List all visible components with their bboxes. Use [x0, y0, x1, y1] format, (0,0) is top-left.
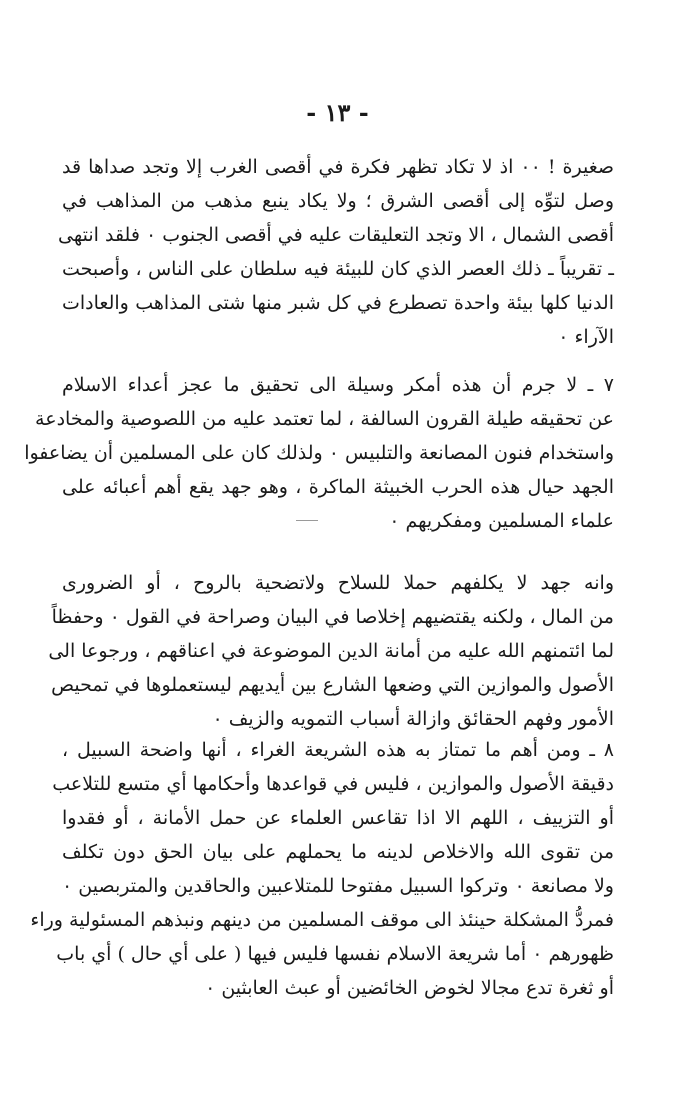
text-line: عن تحقيقه طيلة القرون السالفة ، لما تعتمد عليه من اللصوصية والمخادعة: [35, 408, 614, 430]
text-line: أو ثغرة تدع مجالا لخوض الخائضين أو عبث العابثين ٠: [205, 977, 614, 999]
text-line: الأصول والموازين التي وضعها الشارع بين أيديهم ليستعملوها في تمحيص: [51, 674, 614, 696]
ink-mark: [296, 520, 318, 521]
text-line: ـ تقريباً ـ ذلك العصر الذي كان للبيئة فيه سلطان على الناس ، وأصبحت: [62, 258, 614, 280]
text-line: ٧ ـ لا جرم أن هذه أمكر وسيلة الى تحقيق ما عجز أعداء الاسلام: [62, 374, 614, 396]
text-line: من تقوى الله والاخلاص لدينه ما يحملهم على بيان الحق دون تكلف: [62, 841, 614, 863]
text-line: من المال ، ولكنه يقتضيهم إخلاصا في البيان وصراحة في القول ٠ وحفظاً: [51, 606, 614, 628]
text-line: الدنيا كلها بيئة واحدة تصطرع في كل شبر منها شتى المذاهب والعادات: [62, 292, 614, 314]
text-line: واستخدام فنون المصانعة والتلبيس ٠ ولذلك كان على المسلمين أن يضاعفوا: [24, 442, 614, 464]
text-line: الجهد حيال هذه الحرب الخبيثة الماكرة ، وهو جهد يقع أهم أعبائه على: [62, 476, 614, 498]
text-line: ٨ ـ ومن أهم ما تمتاز به هذه الشريعة الغراء ، أنها واضحة السبيل ،: [62, 739, 614, 761]
paragraph-2: [24, 368, 614, 538]
text-line: دقيقة الأصول والموازين ، فليس في قواعدها وأحكامها أي متسع للتلاعب: [52, 773, 614, 795]
text-line: صغيرة ! ٠٠ اذ لا تكاد تظهر فكرة في أقصى الغرب إلا وتجد صداها قد: [62, 156, 614, 178]
text-line: لما ائتمنهم الله عليه من أمانة الدين الموضوعة في اعناقهم ، ورجوعا الى: [48, 640, 614, 662]
text-line: فمردُّ المشكلة حينئذ الى موقف المسلمين من دينهم ونبذهم المسئولية وراء: [30, 909, 614, 931]
text-line: ظهورهم ٠ أما شريعة الاسلام نفسها فليس فيها ( على أي حال ) أي باب: [56, 943, 614, 965]
text-line: وصل لتوِّه إلى أقصى الشرق ؛ ولا يكاد ينبع مذهب من المذاهب في: [62, 190, 614, 212]
text-line: أقصى الشمال ، الا وتجد التعليقات عليه في أقصى الجنوب ٠ فلقد انتهى: [58, 224, 614, 246]
text-line: أو التزييف ، اللهم الا اذا تقاعس العلماء عن حمل الأمانة ، أو فقدوا: [62, 807, 614, 829]
paragraph-3: [48, 566, 614, 736]
text-line: الآراء ٠: [558, 326, 614, 348]
text-line: ولا مصانعة ٠ وتركوا السبيل مفتوحا للمتلاعبين والحاقدين والمتربصين ٠: [62, 875, 614, 897]
page-number: - ١٣ -: [306, 98, 369, 127]
paragraph-4: [30, 733, 614, 1005]
text-line: وانه جهد لا يكلفهم حملا للسلاح ولاتضحية بالروح ، أو الضرورى: [62, 572, 614, 594]
text-line: علماء المسلمين ومفكريهم ٠: [389, 510, 614, 532]
text-line: الأمور وفهم الحقائق وازالة أسباب التمويه والزيف ٠: [212, 708, 614, 730]
paragraph-1: [58, 150, 614, 354]
